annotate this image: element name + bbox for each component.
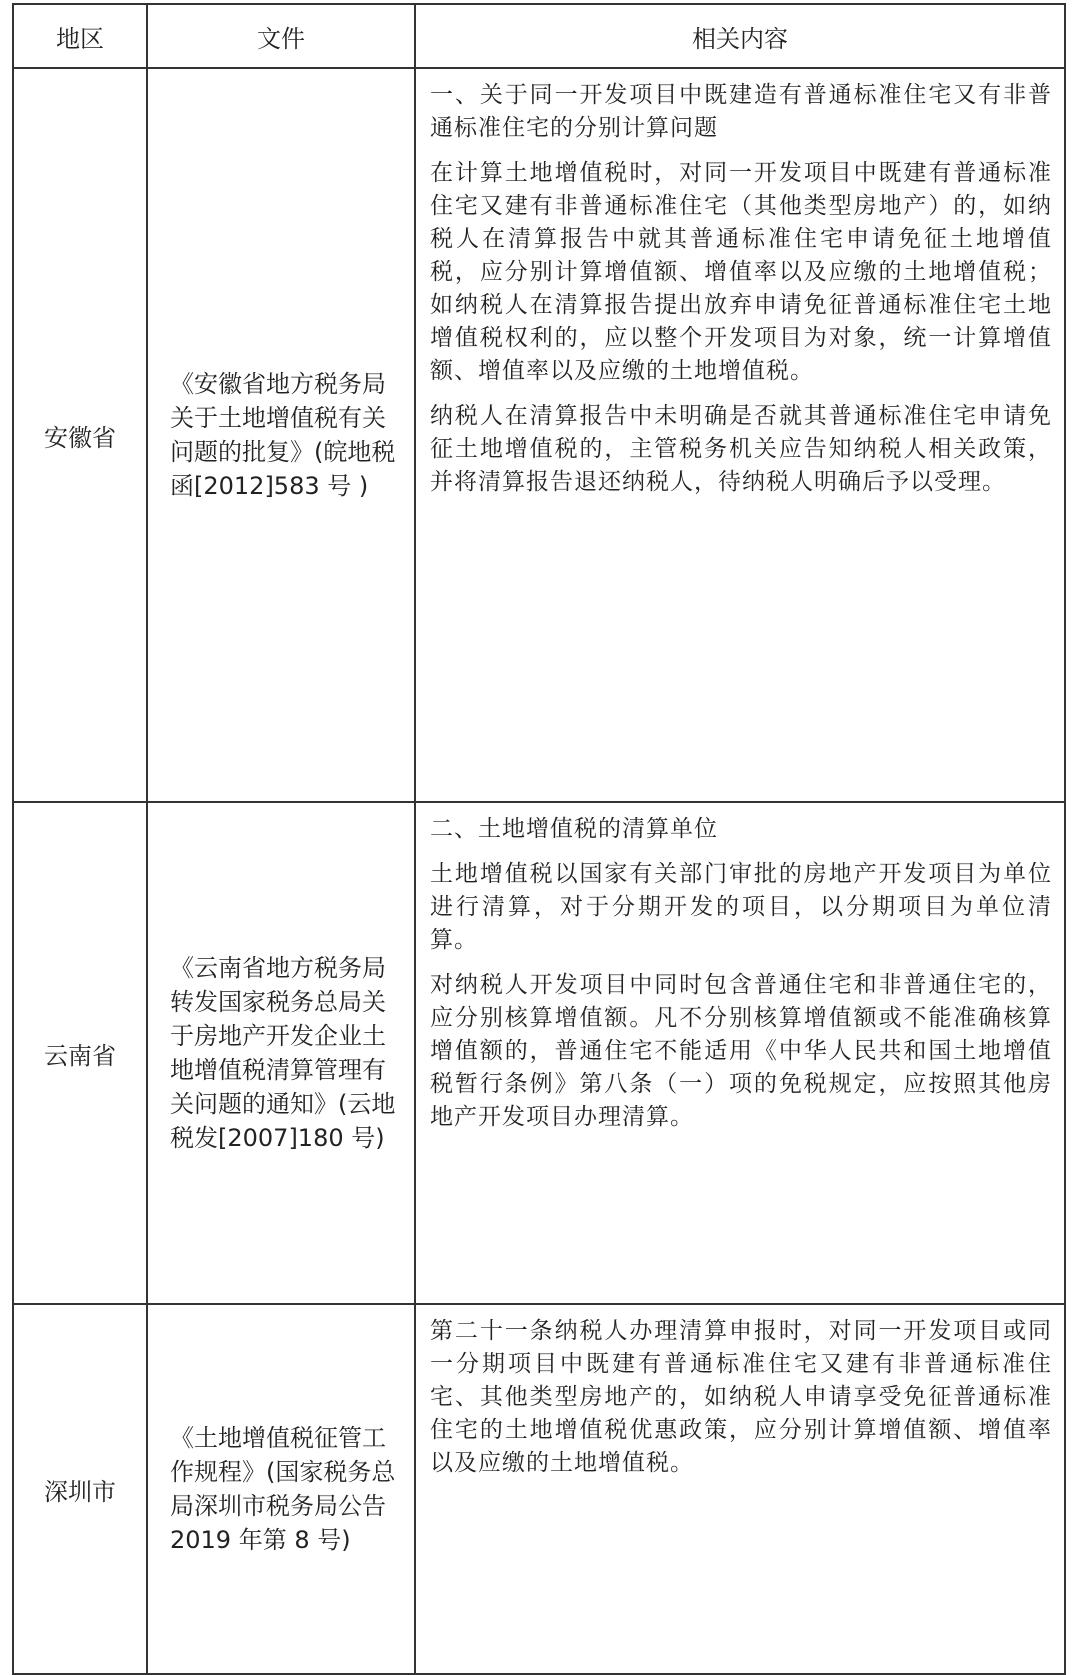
- policy-table: [12, 3, 1066, 1675]
- content-cell: [415, 68, 1065, 802]
- header-content: 相关内容: [415, 4, 1065, 68]
- content-cell: [415, 802, 1065, 1304]
- header-region: 地区: [13, 4, 147, 68]
- content-paragraph: 土地增值税以国家有关部门审批的房地产开发项目为单位进行清算，对于分期开发的项目，以分期项目为单位清算。: [430, 861, 1052, 953]
- content-paragraph: 纳税人在清算报告中未明确是否就其普通标准住宅申请免征土地增值税的，主管税务机关应告知纳税人相关政策，并将清算报告退还纳税人，待纳税人明确后予以受理。: [430, 403, 1052, 495]
- content-paragraph: 一、关于同一开发项目中既建造有普通标准住宅又有非普通标准住宅的分别计算问题: [430, 82, 1052, 141]
- file-cell: 《云南省地方税务局转发国家税务总局关于房地产开发企业土地增值税清算管理有关问题的通知》(云地税发[2007]180 号): [147, 802, 415, 1304]
- content-paragraph: 在计算土地增值税时，对同一开发项目中既建有普通标准住宅又建有非普通标准住宅（其他类型房地产）的，如纳税人在清算报告中就其普通标准住宅申请免征土地增值税，应分别计算增值额、增值率以及应缴的土地增值税；如纳税人在清算报告提出放弃申请免征普通标准住宅土地增值税权利的，应以整个开发项目为对象，统一计算增值额、增值率以及应缴的土地增值税。: [430, 160, 1052, 384]
- region-cell: 深圳市: [13, 1304, 147, 1674]
- table-row: [13, 68, 1065, 802]
- content-paragraph: 二、土地增值税的清算单位: [430, 816, 718, 842]
- content-paragraph: 对纳税人开发项目中同时包含普通住宅和非普通住宅的，应分别核算增值额。凡不分别核算增值额或不能准确核算增值额的，普通住宅不能适用《中华人民共和国土地增值税暂行条例》第八条（一）项的免税规定，应按照其他房地产开发项目办理清算。: [430, 972, 1052, 1130]
- header-file: 文件: [147, 4, 415, 68]
- table-row: [13, 802, 1065, 1304]
- header-row: [13, 4, 1065, 68]
- region-cell: 云南省: [13, 802, 147, 1304]
- file-cell: 《安徽省地方税务局关于土地增值税有关问题的批复》(皖地税函[2012]583 号 ): [147, 68, 415, 802]
- table-row: [13, 1304, 1065, 1674]
- region-cell: 安徽省: [13, 68, 147, 802]
- content-cell: [415, 1304, 1065, 1674]
- content-paragraph: 第二十一条纳税人办理清算申报时，对同一开发项目或同一分期项目中既建有普通标准住宅又建有非普通标准住宅、其他类型房地产的，如纳税人申请享受免征普通标准住宅的土地增值税优惠政策，应分别计算增值额、增值率以及应缴的土地增值税。: [430, 1318, 1052, 1476]
- file-cell: 《土地增值税征管工作规程》(国家税务总局深圳市税务局公告 2019 年第 8 号): [147, 1304, 415, 1674]
